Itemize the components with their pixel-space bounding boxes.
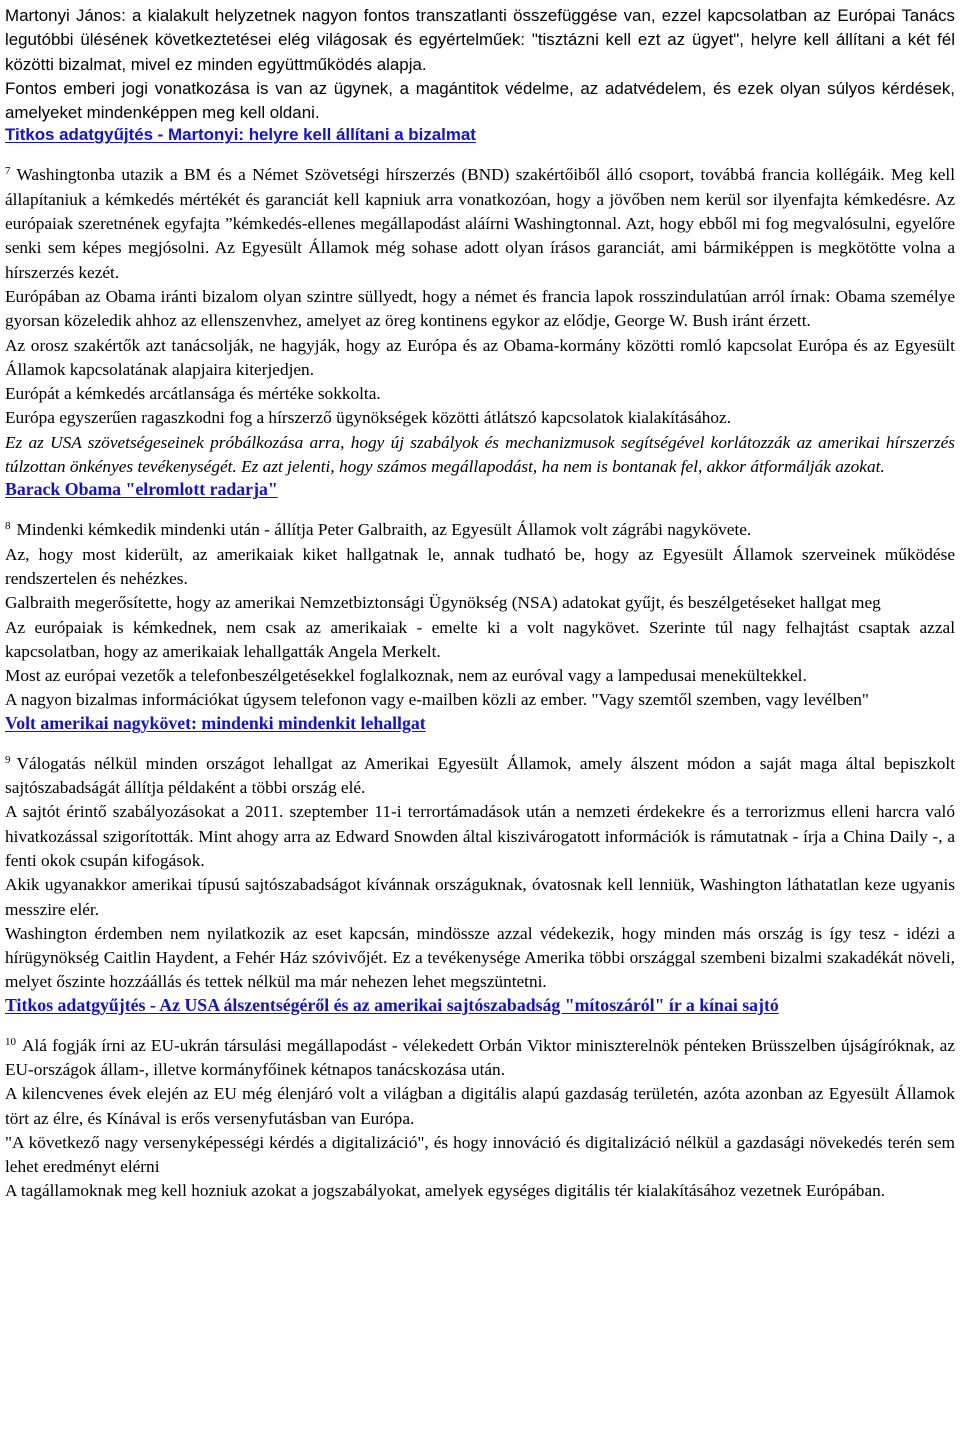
section-7-paragraph: Európában az Obama iránti bizalom olyan szintre süllyedt, hogy a német és francia lapok rosszindulatúan arról írnak: Obama személye gyorsan közeledik ahhoz az ellenszenvhez, amelyet az öreg kontinens egykor az elődje, George W. Bush iránt érzett. <box>5 286 955 331</box>
section-8-paragraph: A nagyon bizalmas információkat úgysem telefonon vagy e-mailben közli az ember. "Vagy szemtől szemben, vagy levélben" <box>5 690 869 710</box>
section-9-paragraph: A sajtót érintő szabályozásokat a 2011. szeptember 11-i terrortámadások után a nemzeti érdekekre és a terrorizmus elleni harcra való hivatkozással szigorították. Mint ahogy arra az Edward Snowden által kiszivárogatott információk is rámutatnak - írja a China Daily -, a fenti okok csupán kifogások. <box>5 802 955 870</box>
article-link-china-press[interactable]: Titkos adatgyűjtés - Az USA álszentségéről és az amerikai sajtószabadság "mítoszáról" ír a kínai sajtó <box>5 994 779 1015</box>
section-8-paragraph: Galbraith megerősítette, hogy az amerikai Nemzetbiztonsági Ügynökség (NSA) adatokat gyűjt, és beszélgetéseket hallgat meg <box>5 593 881 613</box>
article-link-martonyi[interactable]: Titkos adatgyűjtés - Martonyi: helyre kell állítani a bizalmat <box>5 125 476 145</box>
section-7-paragraph: Európát a kémkedés arcátlansága és mértéke sokkolta. <box>5 384 381 404</box>
section-7-paragraph: Európa egyszerűen ragaszkodni fog a hírszerző ügynökségek közötti átlátszó kapcsolatok kialakításához. <box>5 408 732 428</box>
section-8-paragraph: Az európaiak is kémkednek, nem csak az amerikaiak - emelte ki a volt nagykövet. Szerinte túl nagy felhajtást csaptak azzal kapcsolatban, hogy az amerikaiak lehallgatták Angela Merkelt. <box>5 617 955 661</box>
section-10-first-text: Alá fogják írni az EU-ukrán társulási megállapodást - vélekedett Orbán Viktor miniszterelnök pénteken Brüsszelben újságíróknak, az EU-országok állam-, illetve kormányfőinek kétnapos tanácskozása után. <box>5 1035 955 1079</box>
section-10-paragraph: "A következő nagy versenyképességi kérdés a digitalizáció", és hogy innováció és digitalizáció nélkül a gazdasági növekedés terén sem lehet eredményt elérni <box>5 1132 955 1177</box>
footnote-number-8: 8 <box>5 520 11 533</box>
section-10-paragraph: A kilencvenes évek elején az EU még élenjáró volt a világban a digitális alapú gazdaság területén, azóta azonban az Egyesült Államok tört az élre, és Kínával is erős versenyfutásban van Európa. <box>5 1084 955 1128</box>
footnote-number-9: 9 <box>5 753 11 766</box>
section-10-first-paragraph <box>5 1030 955 1083</box>
section-7-first-text: Washingtonba utazik a BM és a Német Szövetségi hírszerzés (BND) szakértőiből álló csoport, továbbá francia kollégáik. Meg kell állapítaniuk a kémkedés mértékét és garanciát kell kapniuk arra vonatkozóan, hogy a jövőben nem kerül sor ilyenfajta kémkedésre. Az európaiak szeretnének egyfajta ”kémkedés-ellenes megállapodást aláírni Washingtonnal. Azt, hogy ebből mi fog megvalósulni, egyelőre senki sem képes megjósolni. Az Egyesült Államok még sohase adott olyan írásos garanciát, ami bármiképpen is megkötötte volna a hírszerzés kezét. <box>5 165 955 282</box>
footnote-number-7: 7 <box>5 165 11 178</box>
section-9-first-paragraph <box>5 748 955 801</box>
section-8-paragraph: Az, hogy most kiderült, az amerikaiak kiket hallgatnak le, annak tudható be, hogy az Egyesült Államok szerveinek működése rendszertelen és nehézkes. <box>5 544 955 588</box>
section-7-paragraph: Az orosz szakértők azt tanácsolják, ne hagyják, hogy az Európa és az Obama-kormány közötti romló kapcsolat Európa és az Egyesült Államok kapcsolatának alapjaira kiterjedjen. <box>5 335 955 379</box>
article-link-obama-radar[interactable]: Barack Obama "elromlott radarja" <box>5 479 278 500</box>
section-7-first-paragraph <box>5 159 955 284</box>
section-9-paragraph: Washington érdemben nem nyilatkozik az eset kapcsán, mindössze azzal védekezik, hogy minden más ország is így tesz - idézi a hírügynökség Caitlin Haydent, a Fehér Ház szóvivőjét. Ez a tevékenysége Amerika többi országgal szembeni bizalmi szakadékát növeli, melyet őszinte hozzáállás és tettek nélkül ma már nehezen lehet megszüntetni. <box>5 923 955 992</box>
section-7-italic-paragraph: Ez az USA szövetségeseinek próbálkozása arra, hogy új szabályok és mechanizmusok segítségével korlátozzák az amerikai hírszerzés túlzottan önkényes tevékenységét. Ez azt jelenti, hogy számos megállapodást, ha nem is bontanak fel, akkor átformálják azokat. <box>5 432 955 477</box>
paragraph-human-rights: Fontos emberi jogi vonatkozása is van az ügynek, a magántitok védelme, az adatvédelem, és ezek olyan súlyos kérdések, amelyeket mindenképpen meg kell oldani. <box>5 78 955 123</box>
section-8-first-text: Mindenki kémkedik mindenki után - állítja Peter Galbraith, az Egyesült Államok volt zágrábi nagykövete. <box>16 520 752 540</box>
paragraph-martonyi-quote: Martonyi János: a kialakult helyzetnek nagyon fontos transzatlanti összefüggése van, ezzel kapcsolatban az Európai Tanács legutóbbi ülésének következtetései elég világosak és egyértelműek: "tisztázni kell ezt az ügyet", helyre kell állítani a két fél közötti bizalmat, mivel ez minden együttműködés alapja. <box>5 6 955 74</box>
section-10-paragraph: A tagállamoknak meg kell hozniuk azokat a jogszabályokat, amelyek egységes digitális tér kialakításához vezetnek Európában. <box>5 1181 886 1201</box>
section-8-first-paragraph <box>5 514 955 542</box>
section-9-first-text: Válogatás nélkül minden országot lehallgat az Amerikai Egyesült Államok, amely álszent módon a saját maga által bepiszkolt sajtószabadságát állítja példaként a többi ország elé. <box>5 753 955 798</box>
section-8-paragraph: Most az európai vezetők a telefonbeszélgetésekkel foglalkoznak, nem az euróval vagy a lampedusai menekültekkel. <box>5 666 807 686</box>
footnote-number-10: 10 <box>5 1035 16 1048</box>
section-9-paragraph: Akik ugyanakkor amerikai típusú sajtószabadságot kívánnak országuknak, óvatosnak kell lenniük, Washington láthatatlan keze ugyanis messzire elér. <box>5 875 955 919</box>
article-link-ambassador[interactable]: Volt amerikai nagykövet: mindenki mindenkit lehallgat <box>5 712 426 733</box>
